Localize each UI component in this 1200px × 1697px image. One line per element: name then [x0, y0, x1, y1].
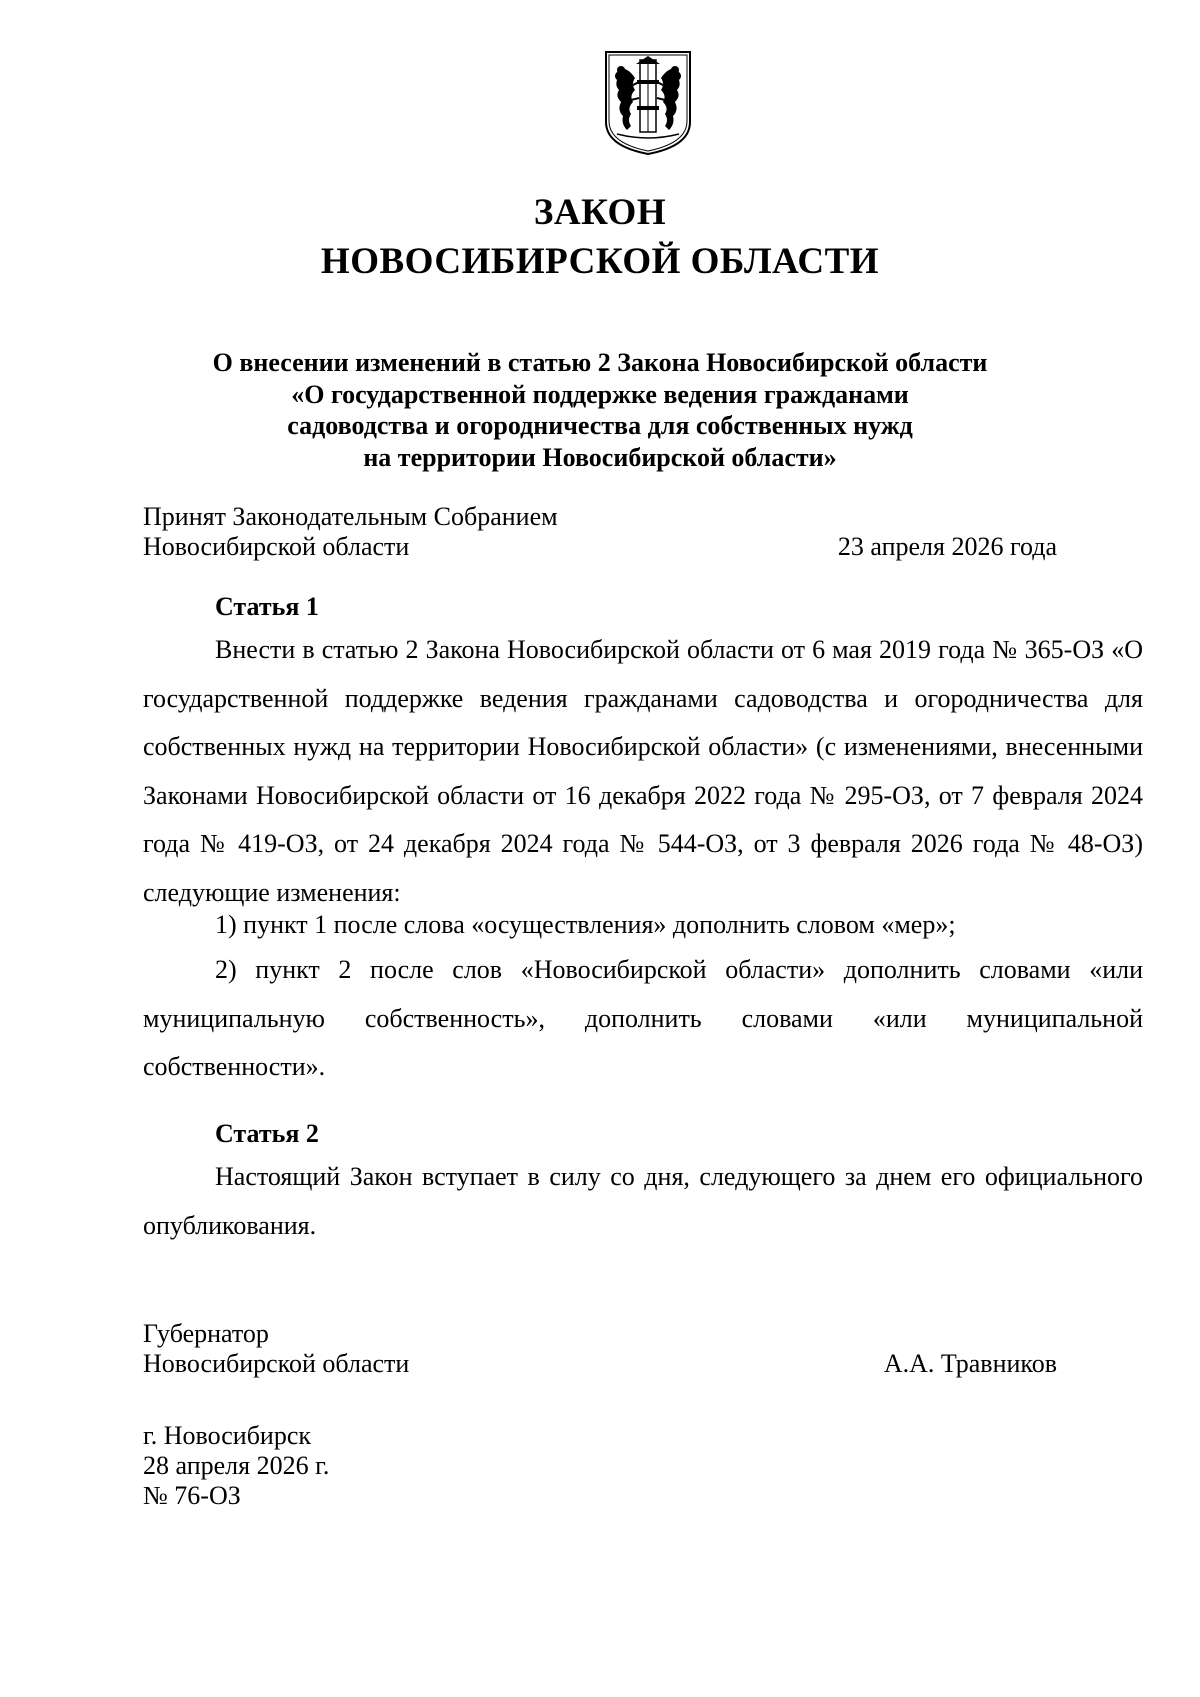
article-1-item-1: 1) пункт 1 после слова «осуществления» дополнить словом «мер»; — [215, 910, 956, 939]
signatory-name: А.А. Травников — [883, 1349, 1057, 1378]
article-2-text: Настоящий Закон вступает в силу со дня, следующего за днем его официального опубликования. — [143, 1162, 1143, 1240]
subject-line: О внесении изменений в статью 2 Закона Новосибирской области — [212, 348, 988, 377]
law-number: № 76-ОЗ — [143, 1481, 241, 1510]
subject-line: «О государственной поддержке ведения гражданами — [291, 379, 909, 409]
signatory-position-line-2: Новосибирской области — [143, 1349, 410, 1378]
place-of-signing: г. Новосибирск — [143, 1421, 312, 1450]
article-1-heading: Статья 1 — [215, 592, 319, 621]
adopted-date: 23 апреля 2026 года — [837, 532, 1057, 561]
subject-line: садоводства и огородничества для собственных нужд — [287, 411, 913, 440]
document-title-line-1: ЗАКОН — [533, 192, 667, 233]
article-2-heading: Статья 2 — [215, 1119, 319, 1148]
adopted-by-line-2: Новосибирской области — [143, 532, 410, 561]
law-subject — [0, 347, 1200, 473]
article-1-intro: Внести в статью 2 Закона Новосибирской области от 6 мая 2019 года № 365-ОЗ «О государственной поддержке ведения гражданами садоводства и огородничества для собственных нужд на территории Новосибирской области» (с изменениями, внесенными Законами Новосибирской области от 16 декабря 2022 года № 295-ОЗ, от 7 февраля 2024 года № 419-ОЗ, от 24 декабря 2024 года № 544-ОЗ, от 3 февраля 2026 года № 48-ОЗ) следующие изменения: — [143, 635, 1143, 907]
signing-date: 28 апреля 2026 г. — [143, 1451, 330, 1480]
coat-of-arms-icon — [603, 50, 693, 156]
subject-line: на территории Новосибирской области» — [363, 442, 837, 472]
signatory-position-line-1: Губернатор — [143, 1319, 269, 1348]
document-title-line-2: НОВОСИБИРСКОЙ ОБЛАСТИ — [320, 241, 880, 282]
adopted-by-line-1: Принят Законодательным Собранием — [143, 502, 558, 531]
article-1-item-2: 2) пункт 2 после слов «Новосибирской области» дополнить словами «или муниципальную собственность», дополнить словами «или муниципальной собственности». — [143, 955, 1143, 1082]
